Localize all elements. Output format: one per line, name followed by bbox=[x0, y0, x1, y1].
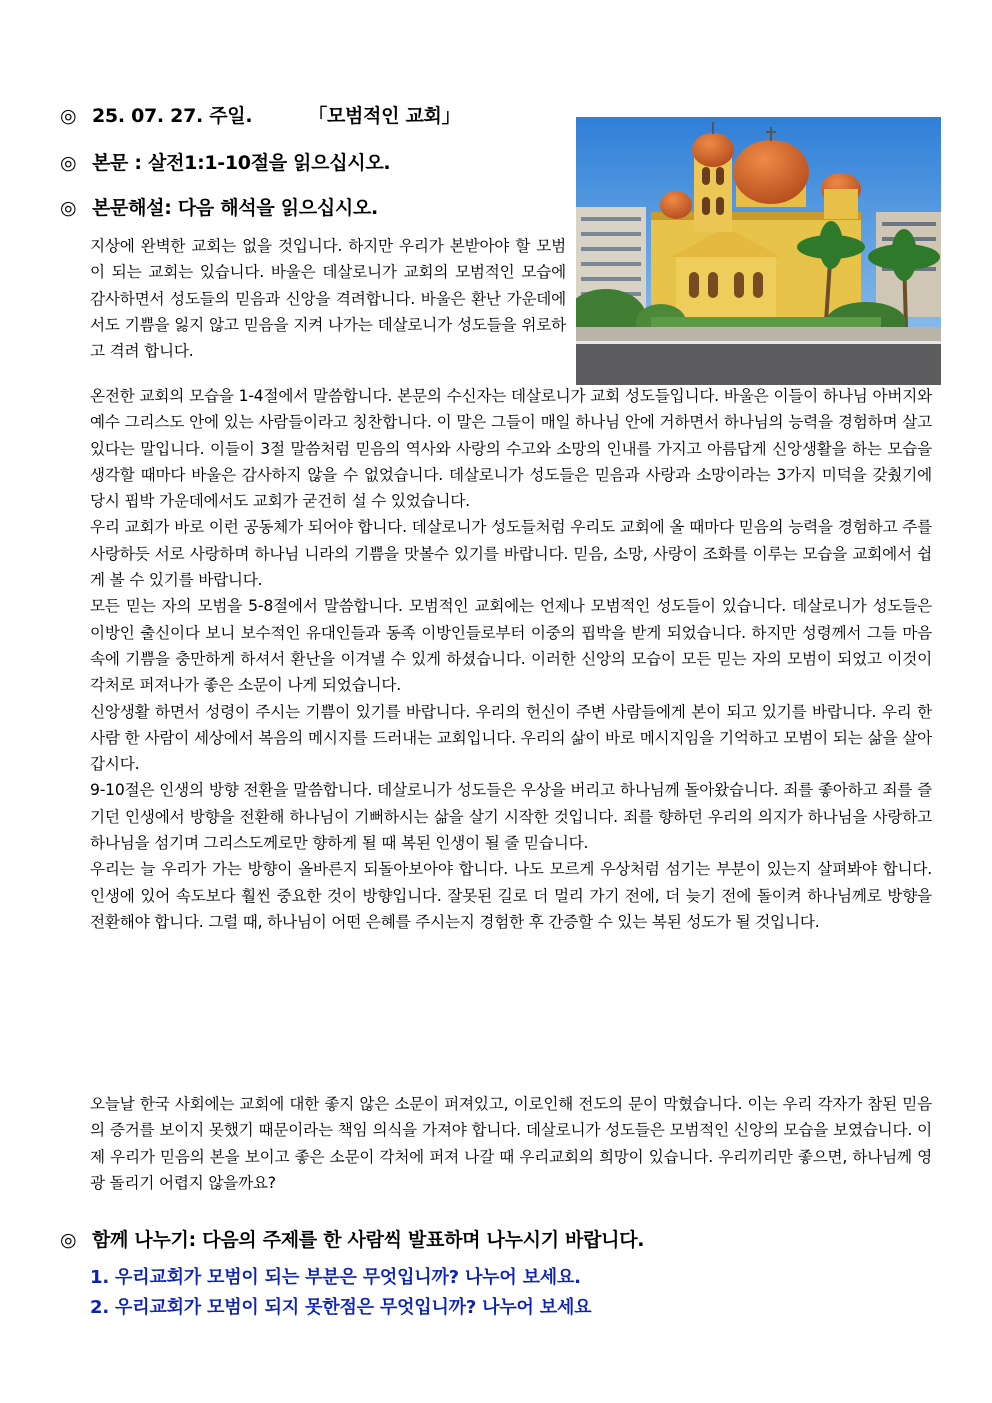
double-circle-icon: ◎ bbox=[60, 105, 77, 127]
body-paragraph: 신앙생활 하면서 성령이 주시는 기쁨이 있기를 바랍니다. 우리의 헌신이 주변 사람들에게 본이 되고 있기를 바랍니다. 우리 한 사람 한 사람이 세상에서 복음의 메시지를 드러내는 교회입니다. 우리의 삶이 바로 메시지임을 기억하고 모범이 되는 삶을 살아갑시다. bbox=[90, 702, 932, 774]
date-line: 25. 07. 27. 주일. bbox=[92, 105, 253, 127]
body-paragraph: 우리 교회가 바로 이런 공동체가 되어야 합니다. 데살로니가 성도들처럼 우리도 교회에 올 때마다 믿음의 능력을 경험하고 주를 사랑하듯 서로 사랑하며 하나님 니라의 기쁨을 맛볼수 있기를 바랍니다. 믿음, 소망, 사랑이 조화를 이루는 모습을 교회에서 쉽게 볼 수 있기를 바랍니다. bbox=[90, 518, 932, 590]
scripture-text: 본문 : 살전1:1-10절을 읽으십시오. bbox=[92, 152, 391, 174]
body-paragraph: 우리는 늘 우리가 가는 방향이 올바른지 되돌아보아야 합니다. 나도 모르게 우상처럼 섬기는 부분이 있는지 살펴봐야 합니다. 인생에 있어 속도보다 훨씬 중요한 것이 방향입니다. 잘못된 길로 더 멀리 가기 전에, 더 늦기 전에 돌이켜 하나님께로 방향을 전환해야 합니다. 그럴 때, 하나님이 어떤 은혜를 주시는지 경험한 후 간증할 수 있는 복된 성도가 될 것입니다. bbox=[90, 860, 932, 931]
date-title-heading bbox=[60, 101, 460, 128]
intro-paragraph: 지상에 완벽한 교회는 없을 것입니다. 하지만 우리가 본받아야 할 모범이 되는 교회는 있습니다. 바울은 데살로니가 교회의 모범적인 모습에 감사하면서 성도들의 믿음과 신앙을 격려합니다. 바울은 환난 가운데에서도 기쁨을 잃지 않고 믿음을 지켜 나가는 데살로니가 성도들을 위로하고 격려 합니다. bbox=[90, 237, 566, 361]
sharing-heading bbox=[60, 1225, 644, 1252]
body-paragraph: 온전한 교회의 모습을 1-4절에서 말씀합니다. 본문의 수신자는 데살로니가 교회 성도들입니다. 바울은 이들이 하나님 아버지와 예수 그리스도 안에 있는 사람들이라고 칭찬합니다. 이 말은 그들이 매일 하나님 안에 거하면서 하나님의 능력을 경험하며 살고 있다는 말입니다. 이들이 3절 말씀처럼 믿음의 역사와 사랑의 수고와 소망의 인내를 가지고 아름답게 신앙생활을 하는 모습을 생각할 때마다 바울은 감사하지 않을 수 없었습니다. 데살로니가 성도들은 믿음과 사랑과 소망이라는 3가지 미덕을 갖췄기에 당시 핍박 가운데에서도 교회가 굳건히 설 수 있었습니다. bbox=[90, 387, 932, 511]
sermon-title: 「모범적인 교회」 bbox=[308, 105, 461, 127]
church-photo bbox=[576, 117, 941, 385]
closing-paragraph: 오늘날 한국 사회에는 교회에 대한 좋지 않은 소문이 퍼져있고, 이로인해 전도의 문이 막혔습니다. 이는 우리 각자가 참된 믿음의 증거를 보이지 못했기 때문이라는 책임 의식을 가져야 합니다. 데살로니가 성도들은 모범적인 신앙의 모습을 보였습니다. 이제 우리가 믿음의 본을 보이고 좋은 소문이 각처에 퍼져 나갈 때 우리교회의 희망이 있습니다. 우리끼리만 좋으면, 하나님께 영광 돌리기 어렵지 않을까요? bbox=[90, 1095, 932, 1192]
commentary-body bbox=[90, 383, 932, 935]
commentary-heading bbox=[60, 193, 378, 220]
scripture-heading bbox=[60, 148, 390, 175]
sharing-text: 함께 나누기: 다음의 주제를 한 사람씩 발표하며 나누시기 바랍니다. bbox=[92, 1229, 645, 1251]
double-circle-icon: ◎ bbox=[60, 152, 77, 174]
question-2: 2. 우리교회가 모범이 되지 못한점은 무엇입니까? 나누어 보세요 bbox=[90, 1297, 592, 1318]
body-paragraph: 모든 믿는 자의 모범을 5-8절에서 말씀합니다. 모범적인 교회에는 언제나 모범적인 성도들이 있습니다. 데살로니가 성도들은 이방인 출신이다 보니 보수적인 유대인들과 동족 이방인들로부터 이중의 핍박을 받게 되었습니다. 하지만 성령께서 그들 마음속에 기쁨을 충만하게 하셔서 환난을 이겨낼 수 있게 하셨습니다. 이러한 신앙의 모습이 모든 믿는 자의 모범이 되었고 이것이 각처로 퍼져나가 좋은 소문이 나게 되었습니다. bbox=[90, 597, 932, 695]
double-circle-icon: ◎ bbox=[60, 1229, 77, 1251]
body-paragraph: 9-10절은 인생의 방향 전환을 말씀합니다. 데살로니가 성도들은 우상을 버리고 하나님께 돌아왔습니다. 죄를 좋아하고 죄를 즐기던 인생에서 방향을 전환해 하나님이 기뻐하시는 삶을 살기 시작한 것입니다. 죄를 향하던 우리의 의지가 하나님을 사랑하고 하나님을 섬기며 그리스도께로만 향하게 될 때 복된 인생이 될 줄 믿습니다. bbox=[90, 781, 932, 853]
double-circle-icon: ◎ bbox=[60, 197, 77, 219]
question-1: 1. 우리교회가 모범이 되는 부분은 무엇입니까? 나누어 보세요. bbox=[90, 1267, 581, 1288]
commentary-text: 본문해설: 다음 해석을 읽으십시오. bbox=[92, 197, 378, 219]
